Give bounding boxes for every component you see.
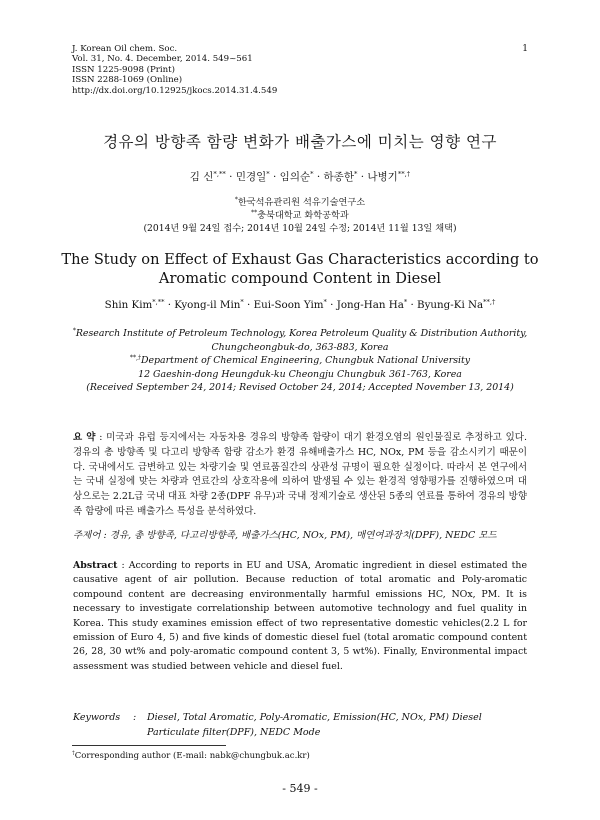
footnote-mark: † <box>72 750 75 757</box>
korean-abstract-text: : 미국과 유럽 등지에서는 자동차용 경유의 방향족 함량이 대기 환경오염의 원인물질로 추정하고 있다. 경유의 총 방향족 및 다고리 방향족 함량 감소가 환경 유해배출가스 HC, NOx, PM 등을 감소시키기 때문이다. 국내에서도 급변하고 있는 차량기술 및 연료품질간의 상관성 규명이 필요한 실정이다. 따라서 본 연구에서는 국내 실정에 맞는 차량과 연료간의 상호작용에 의하여 발생될 수 있는 환경적 영향평가를 진행하였으며 대상으로는 2.2L급 국내 대표 차량 2종(DPF 유무)과 국내 정제기술로 생산된 5종의 연료를 통하여 경유의 방향족 함량에 따른 배출가스 특성을 분석하였다. <box>73 432 527 517</box>
affiliation-mark: * <box>234 196 238 204</box>
author-mark: **,† <box>483 297 496 306</box>
korean-dates: (2014년 9월 24일 접수; 2014년 10월 24일 수정; 2014년 11월 13일 채택) <box>143 223 457 234</box>
author-mark: * <box>240 297 244 306</box>
author-name: Jong-Han Ha <box>336 299 404 311</box>
author-separator: · <box>326 299 337 311</box>
english-keywords-label: Keywords <box>73 712 121 723</box>
korean-authors <box>0 169 600 184</box>
author-mark: * <box>266 169 270 178</box>
author-name: Shin Kim <box>104 299 153 311</box>
footnote-text: Corresponding author (E-mail: nabk@chungbuk.ac.kr) <box>74 751 310 761</box>
author-separator: · <box>313 171 324 183</box>
english-title-line: Aromatic compound Content in Diesel <box>158 270 442 287</box>
author-separator: · <box>164 299 175 311</box>
issn-print: ISSN 1225-9098 (Print) <box>72 64 175 75</box>
korean-keywords-text: : 경유, 총 방향족, 다고리방향족, 배출가스(HC, NOx, PM), 매연여과장치(DPF), NEDC 모드 <box>100 530 497 541</box>
doi-link[interactable]: http://dx.doi.org/10.12925/jkocs.2014.31.4.549 <box>72 85 278 96</box>
author-separator: · <box>243 299 254 311</box>
affiliation-1: *Research Institute of Petroleum Technology, Korea Petroleum Quality & Distribution Authority, <box>72 327 528 339</box>
author-mark: * <box>403 297 408 306</box>
author-separator: · <box>269 171 280 183</box>
korean-affiliations <box>0 196 600 235</box>
english-title <box>0 250 600 288</box>
affiliation-1-address: Chungcheongbuk-do, 363-883, Korea <box>211 341 389 353</box>
author-separator: · <box>357 171 368 183</box>
author-mark: * <box>310 169 314 178</box>
english-abstract-text: : According to reports in EU and USA, Aromatic ingredient in diesel estimated the causative agent of air pollution. Because reduction of total aromatic and Poly-aromatic compound content are decreasing environmentally harmful emissions HC, NOx, PM. It is necessary to investigate correlationship between automotive technology and fuel quality in Korea. This study examines emission effect of two representative domestic vehicles(2.2 L for emission of Euro 4, 5) and five kinds of domestic diesel fuel (total aromatic compound content 26, 28, 30 wt% and poly-aromatic compound content 3, 5 wt%). Finally, Environmental impact assessment was studied between vehicle and diesel fuel. <box>73 560 527 672</box>
author-name: 하종한 <box>323 171 354 183</box>
english-keywords <box>73 711 533 740</box>
affiliation-1: *한국석유관리원 석유기술연구소 <box>234 196 366 208</box>
page-mark: 1 <box>522 44 528 54</box>
author-mark: *,** <box>152 297 165 306</box>
author-name: 임의순 <box>279 171 311 183</box>
affiliation-mark: * <box>72 327 76 335</box>
korean-abstract <box>73 431 527 520</box>
journal-header <box>72 44 277 96</box>
english-authors <box>0 299 600 311</box>
journal-name: J. Korean Oil chem. Soc. <box>72 44 178 54</box>
author-separator: · <box>225 171 236 183</box>
page-number: - 549 - <box>282 782 318 795</box>
korean-keywords <box>73 527 533 541</box>
author-name: Byung-Ki Na <box>417 299 484 311</box>
korean-keywords-label: 주제어 <box>73 530 101 541</box>
affiliation-2-address: 12 Gaeshin-dong Heungduk-ku Cheongju Chungbuk 361-763, Korea <box>138 368 462 380</box>
author-mark: * <box>323 297 327 306</box>
affiliation-mark: **,† <box>129 354 141 362</box>
author-name: 김 신 <box>189 171 214 183</box>
author-mark: * <box>353 169 358 178</box>
footnote-divider <box>72 745 226 746</box>
english-keywords-colon: : <box>133 712 137 723</box>
english-abstract-label: Abstract <box>73 560 118 571</box>
author-name: Eui-Soon Yim <box>253 299 324 311</box>
author-mark: **,† <box>397 169 411 178</box>
english-dates: (Received September 24, 2014; Revised October 24, 2014; Accepted November 13, 2014) <box>86 382 514 394</box>
issn-online: ISSN 2288-1069 (Online) <box>72 75 183 86</box>
korean-title: 경유의 방향족 함량 변화가 배출가스에 미치는 영향 연구 <box>103 133 497 151</box>
footnote <box>72 751 310 761</box>
english-affiliations <box>50 327 550 395</box>
author-name: 민경일 <box>235 171 267 183</box>
affiliation-2: **,†Department of Chemical Engineering, Chungbuk National University <box>129 354 471 367</box>
english-keywords-text: Diesel, Total Aromatic, Poly-Aromatic, Emission(HC, NOx, PM) Diesel Particulate filter(DPF), NEDC Mode <box>147 712 482 738</box>
english-abstract <box>73 559 527 674</box>
author-name: 나병기 <box>367 171 398 183</box>
journal-volume: Vol. 31, No. 4. December, 2014. 549~561 <box>72 54 253 65</box>
korean-abstract-label: 요 약 <box>73 432 96 443</box>
author-mark: *,** <box>213 169 226 178</box>
affiliation-mark: ** <box>251 209 258 217</box>
author-separator: · <box>407 299 418 311</box>
author-name: Kyong-il Min <box>174 299 241 311</box>
english-title-line: The Study on Effect of Exhaust Gas Characteristics according to <box>61 251 539 268</box>
affiliation-2: **충북대학교 화학공학과 <box>251 209 349 221</box>
